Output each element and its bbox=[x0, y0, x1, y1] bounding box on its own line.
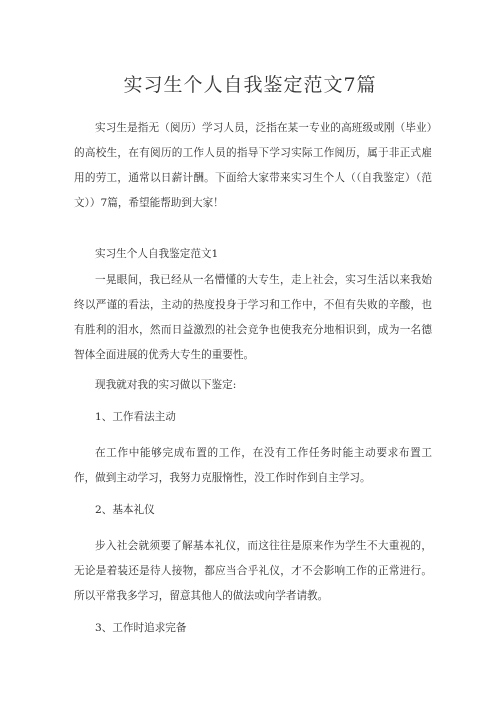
section-title: 实习生个人自我鉴定范文1 bbox=[95, 248, 219, 260]
heading-2: 2、基本礼仪 bbox=[95, 504, 155, 516]
page-title: 实习生个人自我鉴定范文7篇 bbox=[123, 74, 377, 96]
heading-3: 3、工作时追求完备 bbox=[95, 622, 187, 634]
paragraph-3: 在工作中能够完成布置的工作，在没有工作任务时能主动要求布置工作，做到主动学习，我努力克服惰性，没工作时作到自主学习。 bbox=[74, 447, 432, 484]
paragraph-1: 一晃眼间，我已经从一名懵懂的大专生，走上社会，实习生活以来我始终以严谨的看法，主动的热度投身于学习和工作中，不但有失败的辛酸，也有胜利的泪水，然而日益激烈的社会竞争也使我充分地相识到，成为一名德智体全面进展的优秀大专生的重要性。 bbox=[74, 274, 432, 361]
intro-paragraph: 实习生是指无（阅历）学习人员，泛指在某一专业的高班级或刚（毕业）的高校生，在有阅历的工作人员的指导下学习实际工作阅历，属于非正式雇用的劳工，通常以日薪计酬。下面给大家带来实习生个人（（自我鉴定）（范文））7篇，希望能帮助到大家！ bbox=[74, 122, 432, 209]
paragraph-4: 步入社会就须要了解基本礼仪，而这往往是原来作为学生不大重视的，无论是着装还是待人接物，都应当合乎礼仪，才不会影响工作的正常进行。所以平常我多学习，留意其他人的做法或向学者请教。 bbox=[74, 540, 432, 602]
heading-1: 1、工作看法主动 bbox=[95, 411, 176, 423]
paragraph-2: 现我就对我的实习做以下鉴定: bbox=[95, 379, 237, 391]
